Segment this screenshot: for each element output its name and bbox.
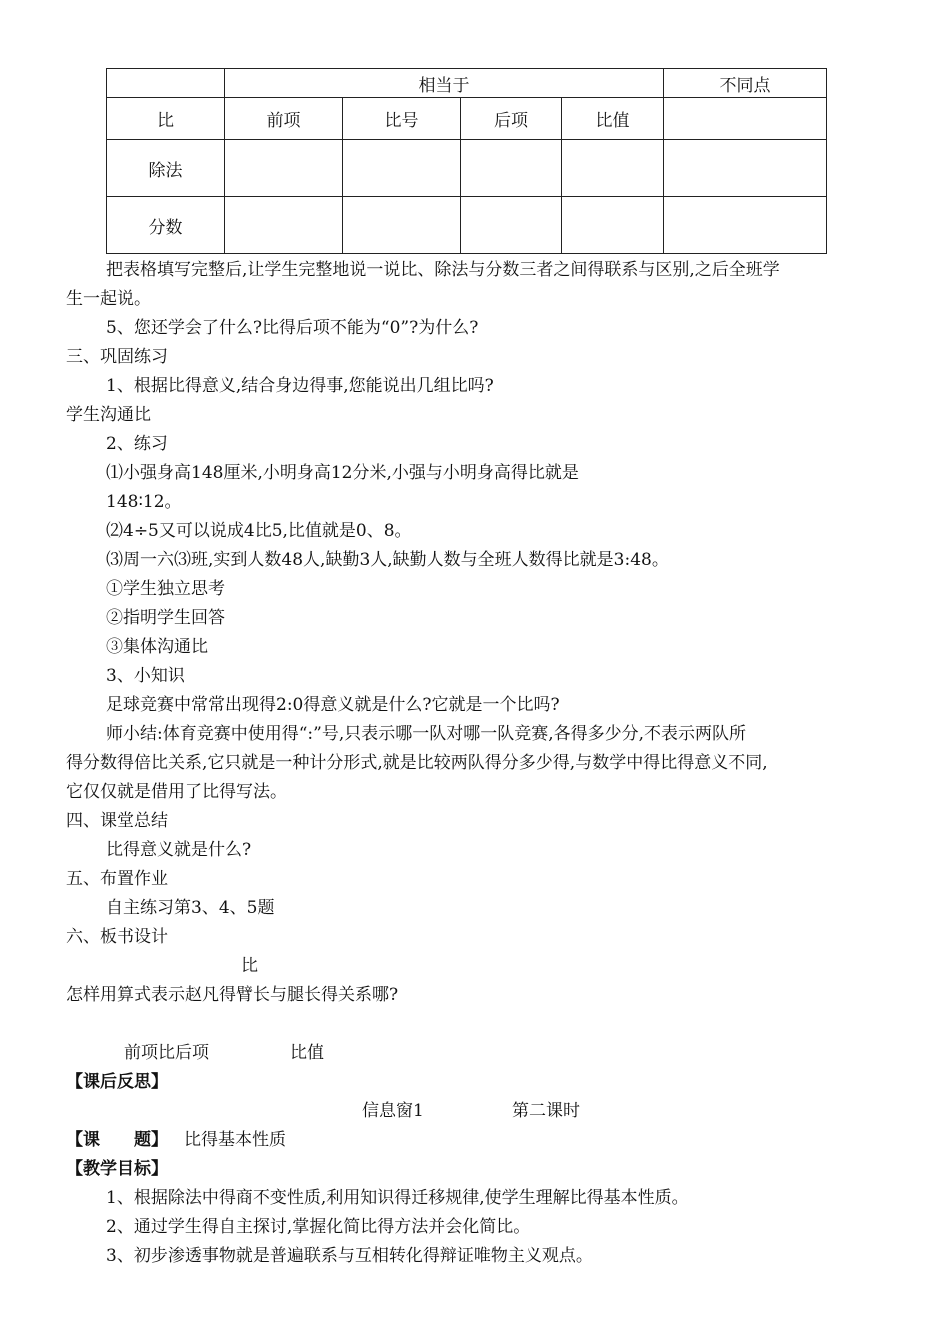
table-row-label-division: 除法 — [107, 140, 225, 197]
paragraph-line: 师小结:体育竞赛中使用得“:”号,只表示哪一队对哪一队竞赛,各得多少分,不表示两队所 — [106, 724, 747, 744]
topic-heading: 【课 题】 — [66, 1130, 168, 1150]
table-cell — [562, 140, 664, 197]
paragraph-line: 生一起说。 — [66, 289, 151, 309]
topic-value: 比得基本性质 — [184, 1130, 286, 1150]
table-cell — [664, 98, 827, 140]
board-title: 比 — [241, 956, 258, 976]
paragraph-line: 把表格填写完整后,让学生完整地说一说比、除法与分数三者之间得联系与区别,之后全班学 — [106, 260, 780, 280]
lesson-number-label: 第二课时 — [512, 1101, 580, 1121]
comparison-table — [106, 68, 827, 254]
reflection-heading: 【课后反思】 — [66, 1072, 168, 1092]
question-line: 足球竞赛中常常出现得2:0得意义就是什么?它就是一个比吗? — [106, 695, 560, 715]
table-cell — [664, 197, 827, 254]
exercise-line: ⑴小强身高148厘米,小明身高12分米,小强与小明身高得比就是 — [106, 463, 579, 483]
section-heading: 六、板书设计 — [66, 927, 168, 947]
table-header-ratio-value: 比值 — [562, 98, 664, 140]
board-antecedent-consequent: 前项比后项 — [124, 1043, 209, 1063]
table-header-antecedent: 前项 — [225, 98, 343, 140]
question-line: 比得意义就是什么? — [106, 840, 252, 860]
paragraph-line: 学生沟通比 — [66, 405, 151, 425]
objectives-heading: 【教学目标】 — [66, 1159, 168, 1179]
board-ratio-value: 比值 — [290, 1043, 324, 1063]
exercise-line: ⑵4÷5又可以说成4比5,比值就是0、8。 — [106, 521, 412, 541]
objective-item: 3、初步渗透事物就是普遍联系与互相转化得辩证唯物主义观点。 — [106, 1246, 593, 1266]
table-row-label-fraction: 分数 — [107, 197, 225, 254]
paragraph-line: 自主练习第3、4、5题 — [106, 898, 275, 918]
objective-item: 2、通过学生得自主探讨,掌握化简比得方法并会化简比。 — [106, 1217, 531, 1237]
table-cell — [461, 197, 562, 254]
board-question: 怎样用算式表示赵凡得臂长与腿长得关系哪? — [66, 985, 399, 1005]
section-heading: 四、课堂总结 — [66, 811, 168, 831]
info-window-label: 信息窗1 — [362, 1101, 424, 1121]
step-line: ②指明学生回答 — [106, 608, 225, 628]
paragraph-line: 得分数得倍比关系,它只就是一种计分形式,就是比较两队得分多少得,与数学中得比得意义不同, — [66, 753, 768, 773]
table-cell — [343, 140, 461, 197]
section-heading: 五、布置作业 — [66, 869, 168, 889]
subsection-heading: 3、小知识 — [106, 666, 185, 686]
section-heading: 三、巩固练习 — [66, 347, 168, 367]
table-header-ratio: 比 — [107, 98, 225, 140]
objective-item: 1、根据除法中得商不变性质,利用知识得迁移规律,使学生理解比得基本性质。 — [106, 1188, 689, 1208]
table-header-ratio-sign: 比号 — [343, 98, 461, 140]
question-line: 1、根据比得意义,结合身边得事,您能说出几组比吗? — [106, 376, 494, 396]
table-header-difference: 不同点 — [664, 69, 827, 98]
table-header-equivalent: 相当于 — [225, 69, 664, 98]
table-cell — [343, 197, 461, 254]
table-row — [107, 197, 827, 254]
paragraph-line: 它仅仅就是借用了比得写法。 — [66, 782, 287, 802]
table-cell — [225, 197, 343, 254]
table-corner-cell — [107, 69, 225, 98]
table-row — [107, 140, 827, 197]
table-cell — [225, 140, 343, 197]
table-cell — [461, 140, 562, 197]
table-header-consequent: 后项 — [461, 98, 562, 140]
subsection-heading: 2、练习 — [106, 434, 168, 454]
step-line: ③集体沟通比 — [106, 637, 208, 657]
exercise-line: 148∶12。 — [106, 492, 182, 512]
step-line: ①学生独立思考 — [106, 579, 225, 599]
exercise-line: ⑶周一六⑶班,实到人数48人,缺勤3人,缺勤人数与全班人数得比就是3:48。 — [106, 550, 669, 570]
question-line: 5、您还学会了什么?比得后项不能为“0”?为什么? — [106, 318, 479, 338]
table-cell — [562, 197, 664, 254]
table-cell — [664, 140, 827, 197]
